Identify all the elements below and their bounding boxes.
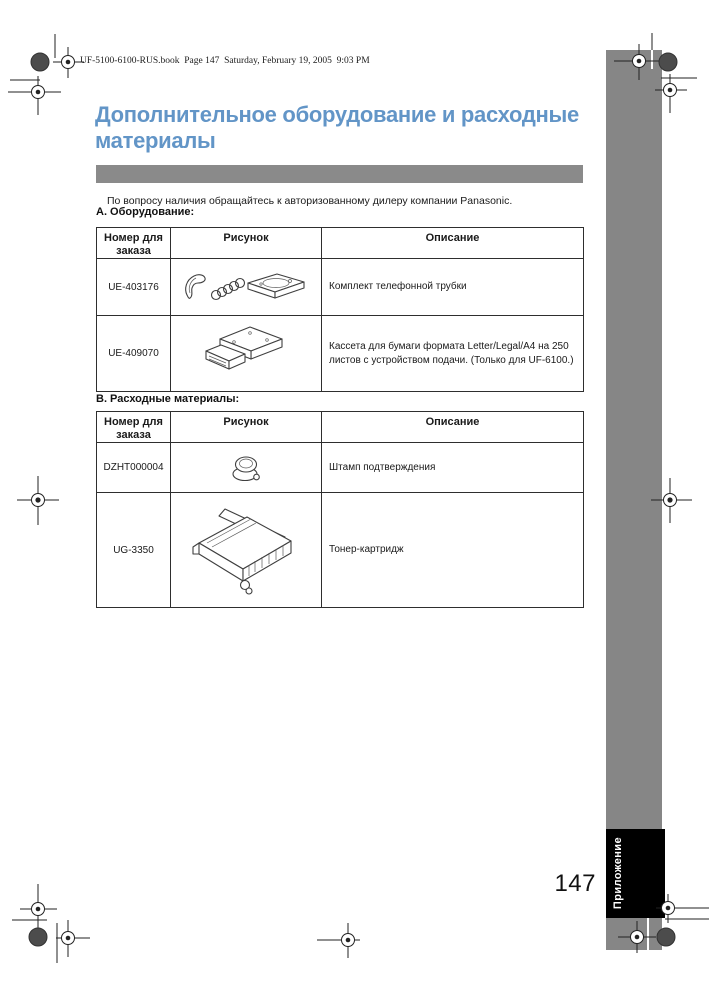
order-number-cell: UE-403176 (97, 259, 171, 316)
availability-note: По вопросу наличия обращайтесь к авторизованному дилеру компании Panasonic. (107, 195, 513, 207)
verification-stamp-illustration (231, 454, 261, 482)
crop-mark-middle-left (17, 476, 59, 525)
table-row (97, 259, 584, 316)
description-cell: Тонер-картридж (322, 493, 584, 608)
table-header-row (97, 228, 584, 259)
consumables-table (96, 411, 584, 608)
order-number-cell: UG-3350 (97, 493, 171, 608)
figure-cell (171, 493, 322, 608)
toner-cartridge-illustration (191, 501, 301, 599)
appendix-tab-label: Приложение (612, 837, 624, 910)
sidebar-bar (606, 50, 662, 950)
column-header-order-no: Номер для заказа (97, 228, 171, 259)
table-row (97, 493, 584, 608)
table-row (97, 316, 584, 392)
crop-mark-bottom-center (317, 923, 360, 958)
column-header-order-no: Номер для заказа (97, 412, 171, 443)
description-cell: Кассета для бумаги формата Letter/Legal/A4 на 250 листов с устройством подачи. (Только для UF-6100.) (322, 316, 584, 392)
table-header-row (97, 412, 584, 443)
table-row (97, 443, 584, 493)
section-divider-bar (96, 165, 583, 183)
figure-cell (171, 259, 322, 316)
section-b-heading: В. Расходные материалы: (96, 393, 240, 405)
order-number-cell: UE-409070 (97, 316, 171, 392)
page-number: 147 (554, 870, 596, 897)
page-title: Дополнительное оборудование и расходные материалы (95, 102, 579, 153)
column-header-description: Описание (322, 228, 584, 259)
crop-marks-top-left (8, 34, 84, 115)
figure-cell (171, 316, 322, 392)
column-header-figure: Рисунок (171, 228, 322, 259)
order-number-cell: DZHT000004 (97, 443, 171, 493)
equipment-table (96, 227, 584, 392)
paper-cassette-illustration (204, 323, 288, 385)
column-header-figure: Рисунок (171, 412, 322, 443)
description-cell: Комплект телефонной трубки (322, 259, 584, 316)
print-header: UF-5100-6100-RUS.book Page 147 Saturday, February 19, 2005 9:03 PM (80, 56, 370, 66)
section-a-heading: А. Оборудование: (96, 206, 195, 218)
crop-marks-bottom-left (12, 884, 90, 963)
figure-cell (171, 443, 322, 493)
appendix-tab (606, 829, 665, 918)
description-cell: Штамп подтверждения (322, 443, 584, 493)
column-header-description: Описание (322, 412, 584, 443)
handset-kit-illustration (182, 269, 310, 305)
